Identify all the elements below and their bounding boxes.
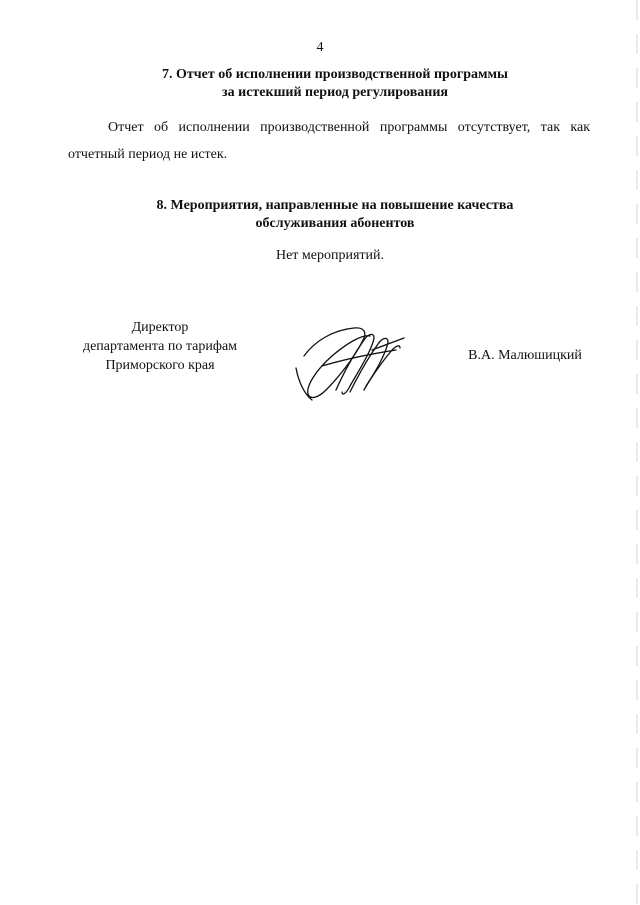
- section-8-title-line1: 8. Мероприятия, направленные на повышение качества: [156, 198, 514, 213]
- section-8-text: Нет мероприятий.: [275, 248, 385, 263]
- signatory-name: В.А. Малюшицкий: [468, 348, 582, 363]
- section-8-title-line2: обслуживания абонентов: [255, 216, 415, 231]
- signatory-position-line1: Директор: [131, 320, 189, 335]
- section-7-title-line1: 7. Отчет об исполнении производственной программы: [161, 67, 508, 82]
- signatory-position-line2: департамента по тарифам: [82, 339, 238, 354]
- section-7-text-line2: отчетный период не истек.: [68, 147, 228, 162]
- scan-edge-line: [636, 0, 638, 905]
- section-7-title-line2: за истекший период регулирования: [222, 85, 448, 100]
- signatory-position: [60, 318, 260, 375]
- section-7-text-line1: Отчет об исполнении производственной программы отсутствует, так как: [108, 120, 590, 135]
- page-number: 4: [316, 40, 324, 55]
- section-8-heading: [0, 197, 640, 233]
- handwritten-signature-icon: [292, 320, 412, 404]
- signatory-position-line3: Приморского края: [105, 358, 215, 373]
- section-7-heading: [0, 66, 640, 102]
